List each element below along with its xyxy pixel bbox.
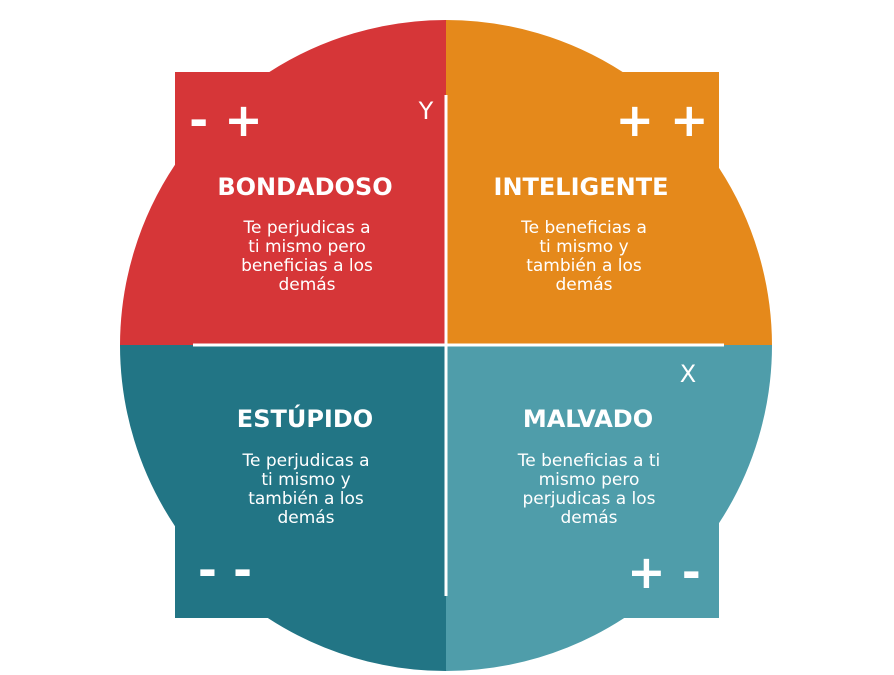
desc-malvado-line: perjudicas a los — [522, 489, 656, 509]
desc-malvado-line: demás — [560, 508, 618, 528]
desc-bondadoso-line: demás — [278, 275, 336, 295]
x-axis-label: X — [679, 360, 697, 388]
desc-inteligente-line: demás — [555, 275, 613, 295]
title-inteligente: INTELIGENTE — [493, 173, 669, 201]
desc-malvado-line: mismo pero — [538, 470, 640, 490]
sign-bottom-right: + - — [627, 545, 701, 599]
desc-inteligente-line: ti mismo y — [539, 237, 629, 257]
title-malvado: MALVADO — [522, 405, 654, 433]
desc-bondadoso-line: beneficias a los — [241, 256, 373, 276]
desc-inteligente-line: también a los — [526, 256, 642, 276]
desc-malvado-line: Te beneficias a ti — [517, 451, 661, 471]
desc-estupido-line: ti mismo y — [261, 470, 351, 490]
title-estupido: ESTÚPIDO — [236, 405, 374, 433]
desc-estupido-line: también a los — [248, 489, 364, 509]
desc-bondadoso-line: ti mismo pero — [248, 237, 366, 257]
desc-bondadoso-line: Te perjudicas a — [243, 218, 371, 238]
sign-bottom-left: - - — [197, 543, 253, 597]
sign-top-right: + + — [615, 93, 709, 147]
title-bondadoso: BONDADOSO — [217, 173, 393, 201]
desc-estupido-line: demás — [277, 508, 335, 528]
y-axis-label: Y — [418, 97, 434, 125]
desc-inteligente-line: Te beneficias a — [521, 218, 647, 238]
desc-estupido-line: Te perjudicas a — [242, 451, 370, 471]
sign-top-left: - + — [189, 93, 263, 147]
